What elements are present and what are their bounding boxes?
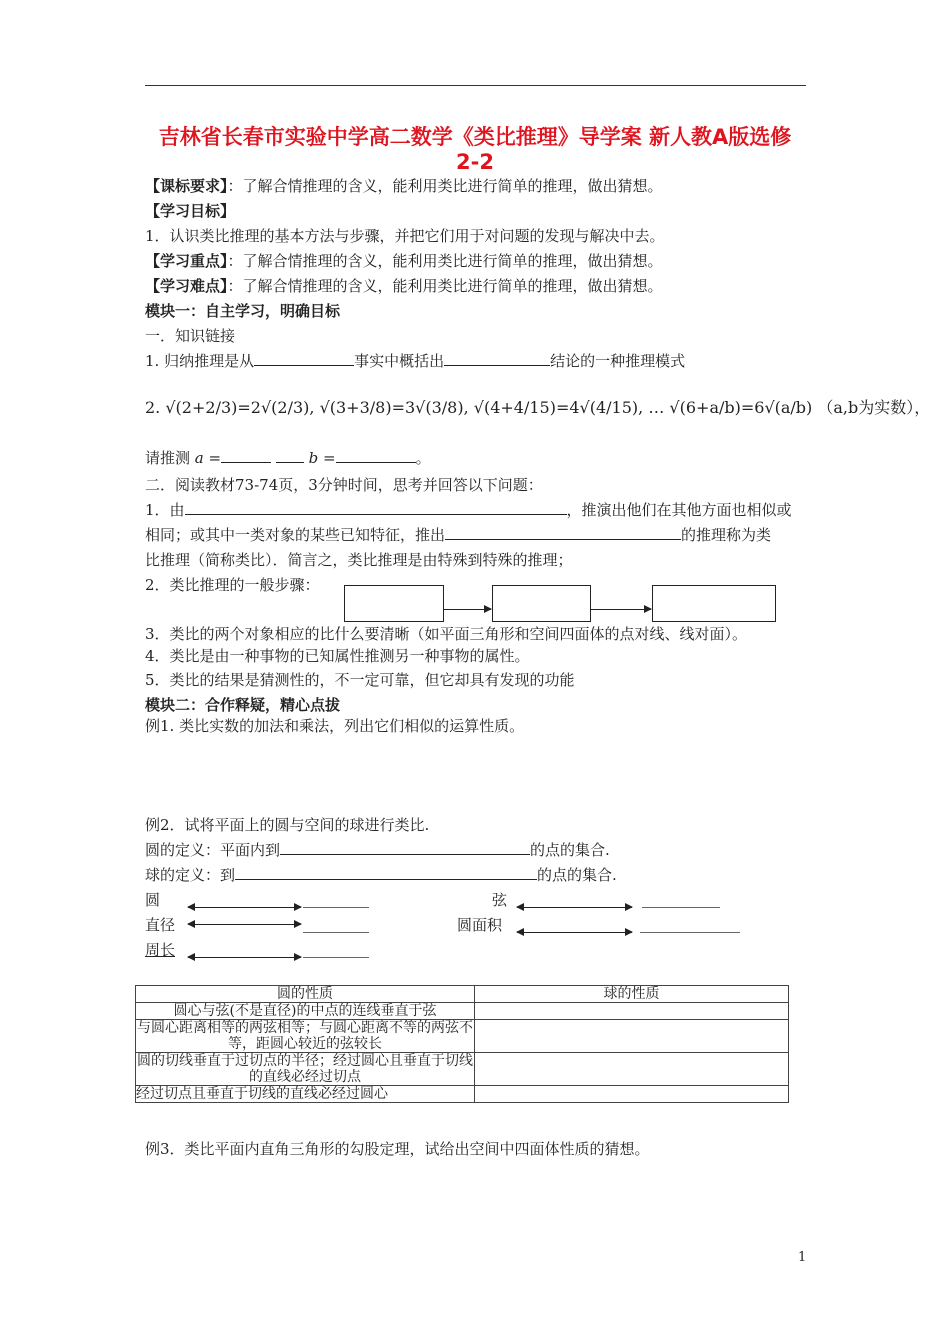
module2-heading: 模块二：合作释疑，精心点拔 <box>145 696 341 714</box>
table-row: 经过切点且垂直于切线的直线必经过圆心 <box>136 1086 789 1103</box>
double-arrow-icon <box>517 907 632 908</box>
r1-line3: 比推理（简称类比）．简言之，类比推理是由特殊到特殊的推理； <box>145 551 573 569</box>
answer-line <box>303 907 369 908</box>
formula: √(2+2/3)=2√(2/3), √(3+3/8)=3√(3/8), √(4+4/15)=4√(4/15), … √(6+a/b)=6√(a/b) <box>165 398 813 417</box>
answer-line <box>303 932 369 933</box>
answer-line <box>640 932 740 933</box>
table-row: 与圆心距离相等的两弦相等；与圆心距离不等的两弦不等，距圆心较近的弦较长 <box>136 1020 789 1053</box>
pair-yuan: 圆 <box>145 891 161 909</box>
pair-xian: 弦 <box>492 891 508 909</box>
step-box-2 <box>492 585 591 622</box>
mubiao-label: 【学习目标】 <box>145 202 236 220</box>
r1-line2: 相同；或其中一类对象的某些已知特征，推出 的推理称为类 <box>145 526 772 544</box>
q1: 1. 归纳推理是从 事实中概括出 结论的一种推理模式 <box>145 352 686 370</box>
kebiao: 【课标要求】：了解合情推理的含义，能利用类比进行简单的推理，做出猜想。 <box>145 177 663 195</box>
ex1: 例1. 类比实数的加法和乘法，列出它们相似的运算性质。 <box>145 717 525 735</box>
pair-mianji: 圆面积 <box>457 916 503 934</box>
pair-zhijing: 直径 <box>145 916 176 934</box>
zhongdian: 【学习重点】：了解合情推理的含义，能利用类比进行简单的推理，做出猜想。 <box>145 252 663 270</box>
double-arrow-icon <box>188 957 301 958</box>
answer-line <box>303 957 369 958</box>
r5: 5．类比的结果是猜测性的，不一定可靠，但它却具有发现的功能 <box>145 671 575 689</box>
sec2-heading: 二．阅读教材73-74页，3分钟时间，思考并回答以下问题： <box>145 476 543 494</box>
step-box-1 <box>344 585 444 622</box>
q2-guess: 请推测 a = b = 。 <box>145 449 431 467</box>
doc-title-line2: 2-2 <box>456 150 494 174</box>
double-arrow-icon <box>517 932 632 933</box>
pair-zhouchang: 周长 <box>145 941 176 959</box>
answer-line <box>642 907 720 908</box>
r3: 3．类比的两个对象相应的比什么要清晰（如平面三角形和空间四面体的点对线、线对面）。 <box>145 625 748 643</box>
arrow-right-icon <box>443 609 491 610</box>
sec1-heading: 一．知识链接 <box>145 327 236 345</box>
table-header: 圆的性质 <box>136 986 475 1003</box>
mubiao-item: 1．认识类比推理的基本方法与步骤，并把它们用于对问题的发现与解决中去。 <box>145 227 665 245</box>
page-number: 1 <box>798 1250 807 1265</box>
step-box-3 <box>652 585 776 622</box>
ex3: 例3．类比平面内直角三角形的勾股定理，试给出空间中四面体性质的猜想。 <box>145 1140 650 1158</box>
r1-line1: 1．由 ，推演出他们在其他方面也相似或 <box>145 501 792 519</box>
table-header: 球的性质 <box>475 986 789 1003</box>
sphere-def: 球的定义：到 的点的集合. <box>145 866 617 884</box>
ex2-title: 例2．试将平面上的圆与空间的球进行类比. <box>145 816 430 834</box>
q2: 2. √(2+2/3)=2√(2/3), √(3+3/8)=3√(3/8), √(4+4/15)=4√(4/15), … √(6+a/b)=6√(a/b) （a,b为实数）， <box>145 398 931 417</box>
double-arrow-icon <box>188 924 301 925</box>
doc-title: 吉林省长春市实验中学高二数学《类比推理》导学案 新人教A版选修 <box>158 125 792 149</box>
r2: 2．类比推理的一般步骤： <box>145 576 320 594</box>
double-arrow-icon <box>188 907 301 908</box>
comparison-table <box>135 985 789 1103</box>
r4: 4．类比是由一种事物的已知属性推测另一种事物的属性。 <box>145 647 530 665</box>
nandian: 【学习难点】：了解合情推理的含义，能利用类比进行简单的推理，做出猜想。 <box>145 277 663 295</box>
module1-heading: 模块一：自主学习，明确目标 <box>145 302 341 320</box>
header-rule <box>145 85 806 86</box>
circle-def: 圆的定义：平面内到 的点的集合. <box>145 841 610 859</box>
table-row: 圆心与弦(不是直径)的中点的连线垂直于弦 <box>136 1003 789 1020</box>
arrow-right-icon <box>590 609 651 610</box>
table-row: 圆的切线垂直于过切点的半径；经过圆心且垂直于切线的直线必经过切点 <box>136 1053 789 1086</box>
